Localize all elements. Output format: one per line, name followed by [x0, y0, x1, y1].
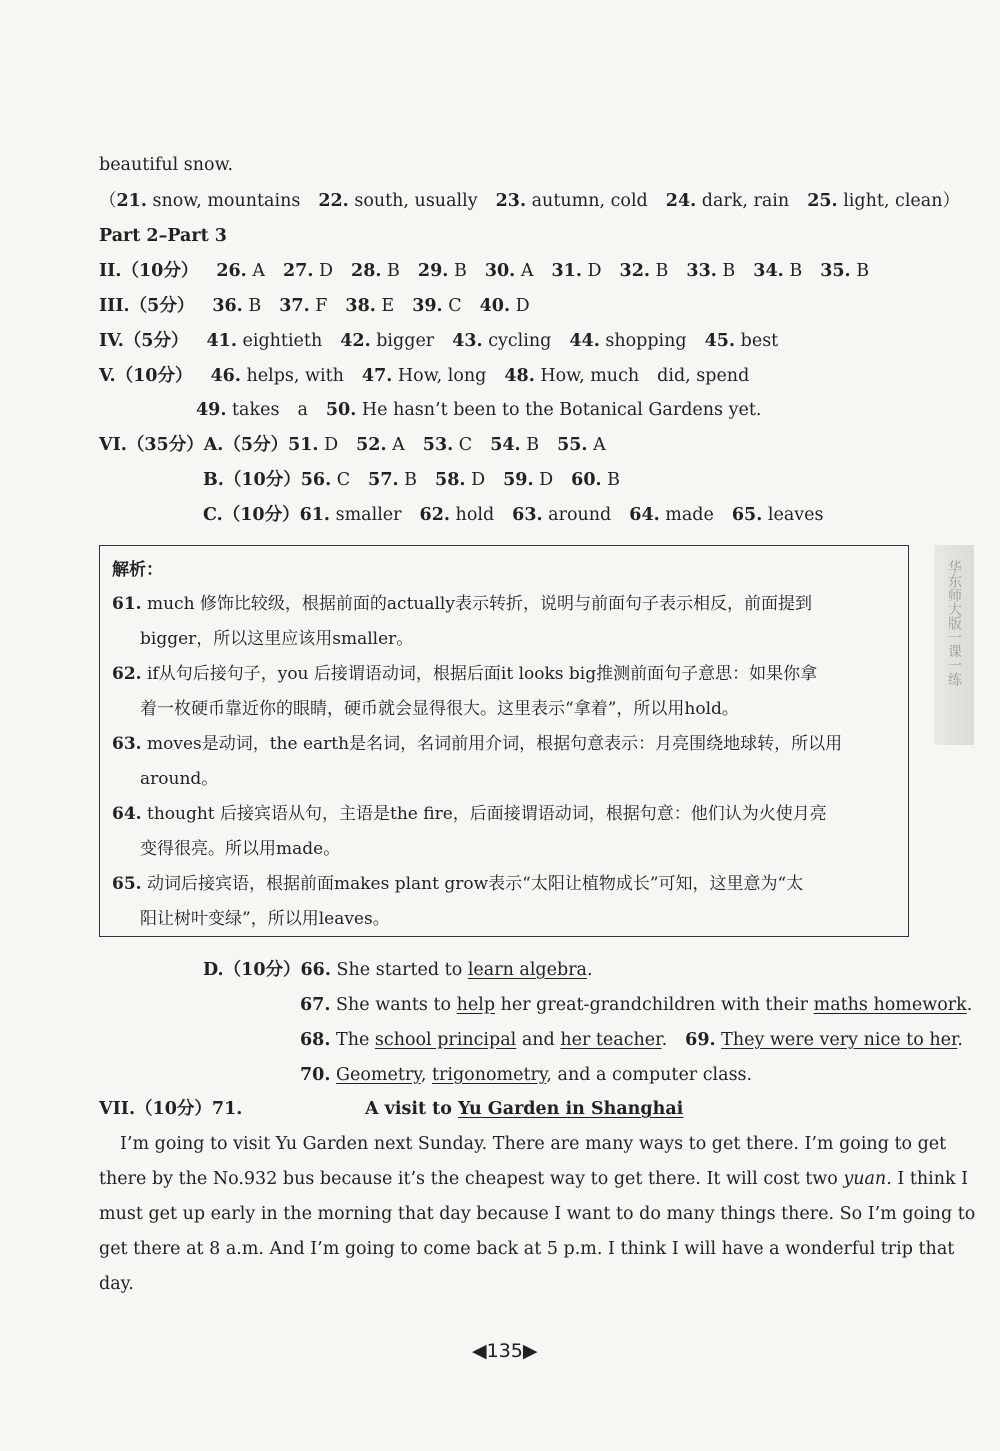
question-number: 29. [417, 261, 449, 281]
answer-value: D [313, 261, 334, 281]
answer-value: How, much [534, 366, 640, 386]
answer-value: dark, rain [696, 191, 790, 211]
question-number: 40. [479, 296, 511, 316]
continuation-text: beautiful snow. [99, 155, 234, 175]
page-number: ◀135▶ [472, 1340, 538, 1362]
answer-value: light, clean [837, 191, 943, 211]
section-6b-answers: B.（10分）56. C 57. B 58. D 59. D 60. B [203, 470, 621, 490]
answer-value: B [242, 296, 262, 316]
question-number: 59. [503, 470, 534, 490]
answer-value: A [515, 261, 534, 281]
section-6c-answers: C.（10分）61. smaller 62. hold 63. around 64. made 65. leaves [203, 505, 824, 525]
question-number: 34. [753, 261, 784, 281]
answer-value: hold [449, 505, 495, 525]
sidebar-text: 华东师大版一课一练 [946, 560, 962, 686]
analysis-line: around。 [140, 769, 219, 789]
essay-line-4: get there at 8 a.m. And I’m going to come back at 5 p.m. I think I will have a wonderful trip that [99, 1239, 955, 1259]
question-number: 26. [216, 261, 247, 281]
answer-67: 67. She wants to help her great-grandchildren with their maths homework. [300, 995, 973, 1015]
analysis-line: 62. if从句后接句子，you 后接谓语动词，根据后面it looks big推测前面句子意思：如果你拿 [112, 664, 818, 684]
question-number: 28. [351, 261, 382, 281]
question-number: 46. [210, 366, 241, 386]
answer-value: D [318, 435, 339, 455]
answer-value: A [246, 261, 265, 281]
answer-value: D [533, 470, 554, 490]
question-number: 25. [807, 191, 838, 211]
question-number: 33. [686, 261, 717, 281]
analysis-line: 着一枚硬币靠近你的眼睛，硬币就会显得很大。这里表示“拿着”，所以用hold。 [140, 699, 739, 719]
question-number: 30. [484, 261, 516, 281]
answer-value: snow, mountains [146, 191, 301, 211]
question-number: 55. [557, 435, 588, 455]
section-5-answers-line1: V.（10分） 46. helps, with 47. How, long 48. How, much did, spend [99, 366, 750, 386]
question-number: 57. [368, 470, 399, 490]
answer-value: eightieth [236, 331, 323, 351]
question-number: 52. [356, 435, 387, 455]
question-number: 41. [206, 331, 237, 351]
answer-value: smaller [330, 505, 402, 525]
question-number: 63. [512, 505, 543, 525]
question-number: 48. [504, 366, 535, 386]
question-number: 60. [571, 470, 602, 490]
answer-value: B [783, 261, 803, 281]
question-number: 22. [318, 191, 349, 211]
question-number: 23. [495, 191, 527, 211]
question-number: 44. [569, 331, 600, 351]
answer-value: D [581, 261, 602, 281]
part-heading: Part 2–Part 3 [99, 226, 227, 246]
answer-value: around [542, 505, 612, 525]
analysis-line: 61. much 修饰比较级，根据前面的actually表示转折，说明与前面句子表示相反，前面提到 [112, 594, 812, 614]
answer-value: B [398, 470, 418, 490]
question-number: 27. [282, 261, 314, 281]
section-4-answers: IV.（5分） 41. eightieth 42. bigger 43. cycling 44. shopping 45. best [99, 331, 779, 351]
section-6a-answers: VI.（35分）A.（5分）51. D 52. A 53. C 54. B 55. A [99, 435, 606, 455]
answer-value: C [453, 435, 473, 455]
answer-value: B [649, 261, 669, 281]
question-number: 64. [629, 505, 660, 525]
section-5-answers-line2: 49. takes a 50. He hasn’t been to the Botanical Gardens yet. [196, 400, 762, 420]
essay-line-1: I’m going to visit Yu Garden next Sunday. There are many ways to get there. I’m going to get [120, 1134, 947, 1154]
question-number: 39. [412, 296, 443, 316]
analysis-line: 63. moves是动词，the earth是名词，名词前用介词，根据句意表示：月亮围绕地球转，所以用 [112, 734, 843, 754]
question-number: 49. [196, 400, 227, 420]
question-number: 65. [731, 505, 763, 525]
analysis-line: 64. thought 后接宾语从句，主语是the fire，后面接谓语动词，根据句意：他们认为火使月亮 [112, 804, 827, 824]
answer-value: How, long [392, 366, 487, 386]
question-number: 51. [288, 435, 319, 455]
section-3-answers: III.（5分） 36. B 37. F 38. E 39. C 40. D [99, 296, 530, 316]
question-number: 31. [551, 261, 582, 281]
essay-line-2: there by the No.932 bus because it’s the cheapest way to get there. It will cost two yuan. I think I [99, 1169, 969, 1189]
question-number: 54. [490, 435, 521, 455]
essay-line-3: must get up early in the morning that day because I want to do many things there. So I’m going to [99, 1204, 976, 1224]
answer-value: D [510, 296, 530, 316]
question-number: 21. [116, 191, 147, 211]
answer-value: cycling [482, 331, 552, 351]
essay-line-5: day. [99, 1274, 134, 1294]
question-number: 24. [665, 191, 697, 211]
answer-value: B [716, 261, 736, 281]
analysis-line: 阳让树叶变绿”，所以用leaves。 [140, 909, 390, 929]
question-number: 35. [820, 261, 851, 281]
answer-value: best [735, 331, 779, 351]
answer-value: bigger [370, 331, 435, 351]
section-7-label: VII.（10分）71. [99, 1099, 243, 1119]
answer-value: B [850, 261, 870, 281]
answer-value: leaves [762, 505, 824, 525]
answer-66: D.（10分）66. She started to learn algebra. [203, 960, 593, 980]
question-number: 36. [212, 296, 243, 316]
analysis-heading: 解析： [112, 560, 163, 580]
question-number: 58. [435, 470, 466, 490]
answer-value: B [601, 470, 621, 490]
answer-value: made [659, 505, 714, 525]
analysis-line: 65. 动词后接宾语，根据前面makes plant grow表示“太阳让植物成长”可知，这里意为“太 [112, 874, 804, 894]
question-number: 45. [704, 331, 736, 351]
answer-value: E [375, 296, 395, 316]
answer-68-69: 68. The school principal and her teacher. 69. They were very nice to her. [300, 1030, 963, 1050]
answer-value: D [465, 470, 486, 490]
answer-value: C [331, 470, 351, 490]
analysis-line: bigger，所以这里应该用smaller。 [140, 629, 414, 649]
question-number: 42. [340, 331, 371, 351]
question-number: 61. [299, 505, 331, 525]
answer-value: takes [226, 400, 280, 420]
question-number: 56. [300, 470, 332, 490]
answer-value: B [381, 261, 400, 281]
answer-value: F [309, 296, 328, 316]
part1-answer-line: （21. snow, mountains 22. south, usually 23. autumn, cold 24. dark, rain 25. light, clean） [99, 191, 960, 211]
section-2-answers: II.（10分） 26. A 27. D 28. B 29. B 30. A 31. D 32. B 33. B 34. B 35. B [99, 261, 870, 281]
analysis-line: 变得很亮。所以用made。 [140, 839, 341, 859]
essay-title: A visit to Yu Garden in Shanghai [365, 1099, 684, 1119]
answer-value: A [587, 435, 606, 455]
answer-value: helps, with [240, 366, 344, 386]
answer-value: B [448, 261, 467, 281]
answer-value: C [442, 296, 462, 316]
answer-value: A [386, 435, 405, 455]
question-number: 62. [419, 505, 450, 525]
answer-70: 70. Geometry, trigonometry, and a computer class. [300, 1065, 753, 1085]
question-number: 47. [361, 366, 393, 386]
question-number: 43. [452, 331, 483, 351]
answer-value: shopping [599, 331, 687, 351]
answer-value: south, usually [348, 191, 478, 211]
question-number: 53. [422, 435, 454, 455]
question-number: 32. [619, 261, 650, 281]
answer-value: B [520, 435, 540, 455]
question-number: 38. [345, 296, 376, 316]
question-number: 37. [279, 296, 310, 316]
answer-value: autumn, cold [526, 191, 648, 211]
